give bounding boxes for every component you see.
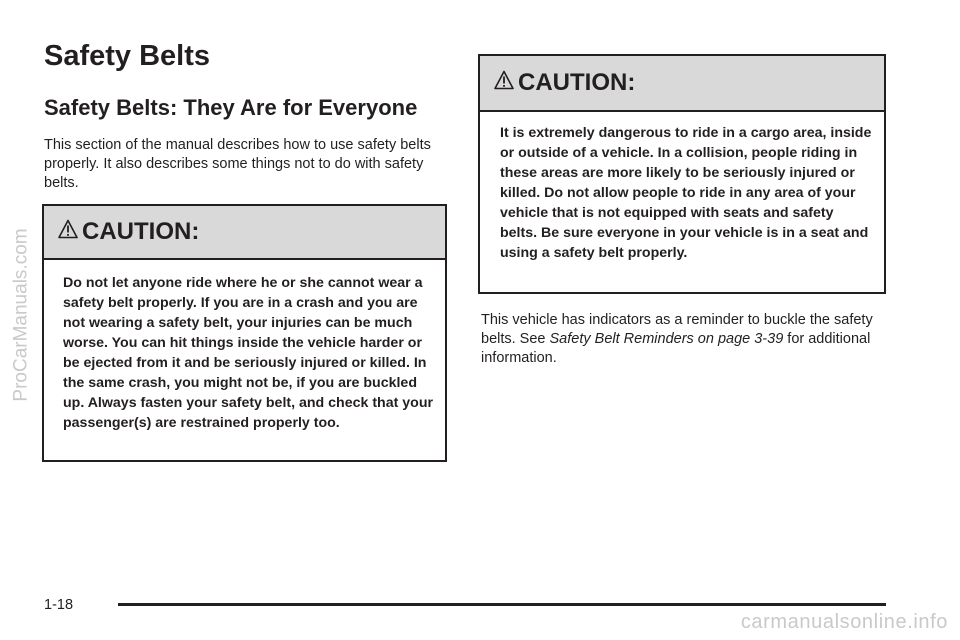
reminder-paragraph [481,311,886,368]
intro-paragraph: This section of the manual describes how to use safety belts properly. It also describes some things not to do with safety belts. [44,137,431,191]
caution-text: It is extremely dangerous to ride in a cargo area, inside or outside of a vehicle. In a collision, people riding in these areas are more likely to be seriously injured or killed. Do not allow people to ride in any area of your vehicle that is not equipped with seats and safety belts. Be sure everyone in your vehicle is in a seat and using a safety belt properly. [500,125,872,261]
caution-title: CAUTION: [518,69,636,96]
caution-title: CAUTION: [82,218,200,245]
reminder-text: This vehicle has indicators as a reminder to buckle the safety belts. See [481,312,873,347]
caution-text: Do not let anyone ride where he or she cannot wear a safety belt properly. If you are in a crash and you are not wearing a safety belt, your injuries can be much worse. You can hit things inside the vehicle harder or be ejected from it and be seriously injured or killed. In the same crash, you might not be, if you are buckled up. Always fasten your safety belt, and check that your passenger(s) are restrained properly too. [63,275,434,431]
warning-triangle-icon [494,70,514,90]
side-watermark-text: ProCarManuals.com [11,228,33,402]
reminder-text-end: for additional information. [481,331,871,366]
side-watermark [2,180,42,450]
caution-header [480,56,884,112]
warning-triangle-icon [58,219,78,239]
section-title: Safety Belts [44,40,211,72]
caution-box-cargo [478,54,886,294]
caution-header [44,206,445,260]
page-number: 1-18 [44,597,74,613]
caution-box-passenger [42,204,447,462]
subsection-title: Safety Belts: They Are for Everyone [44,95,418,120]
footer-rule [118,603,886,606]
bottom-watermark: carmanualsonline.info [740,611,948,633]
safety-belt-reminders-link[interactable]: Safety Belt Reminders on page 3-39 [549,331,784,347]
